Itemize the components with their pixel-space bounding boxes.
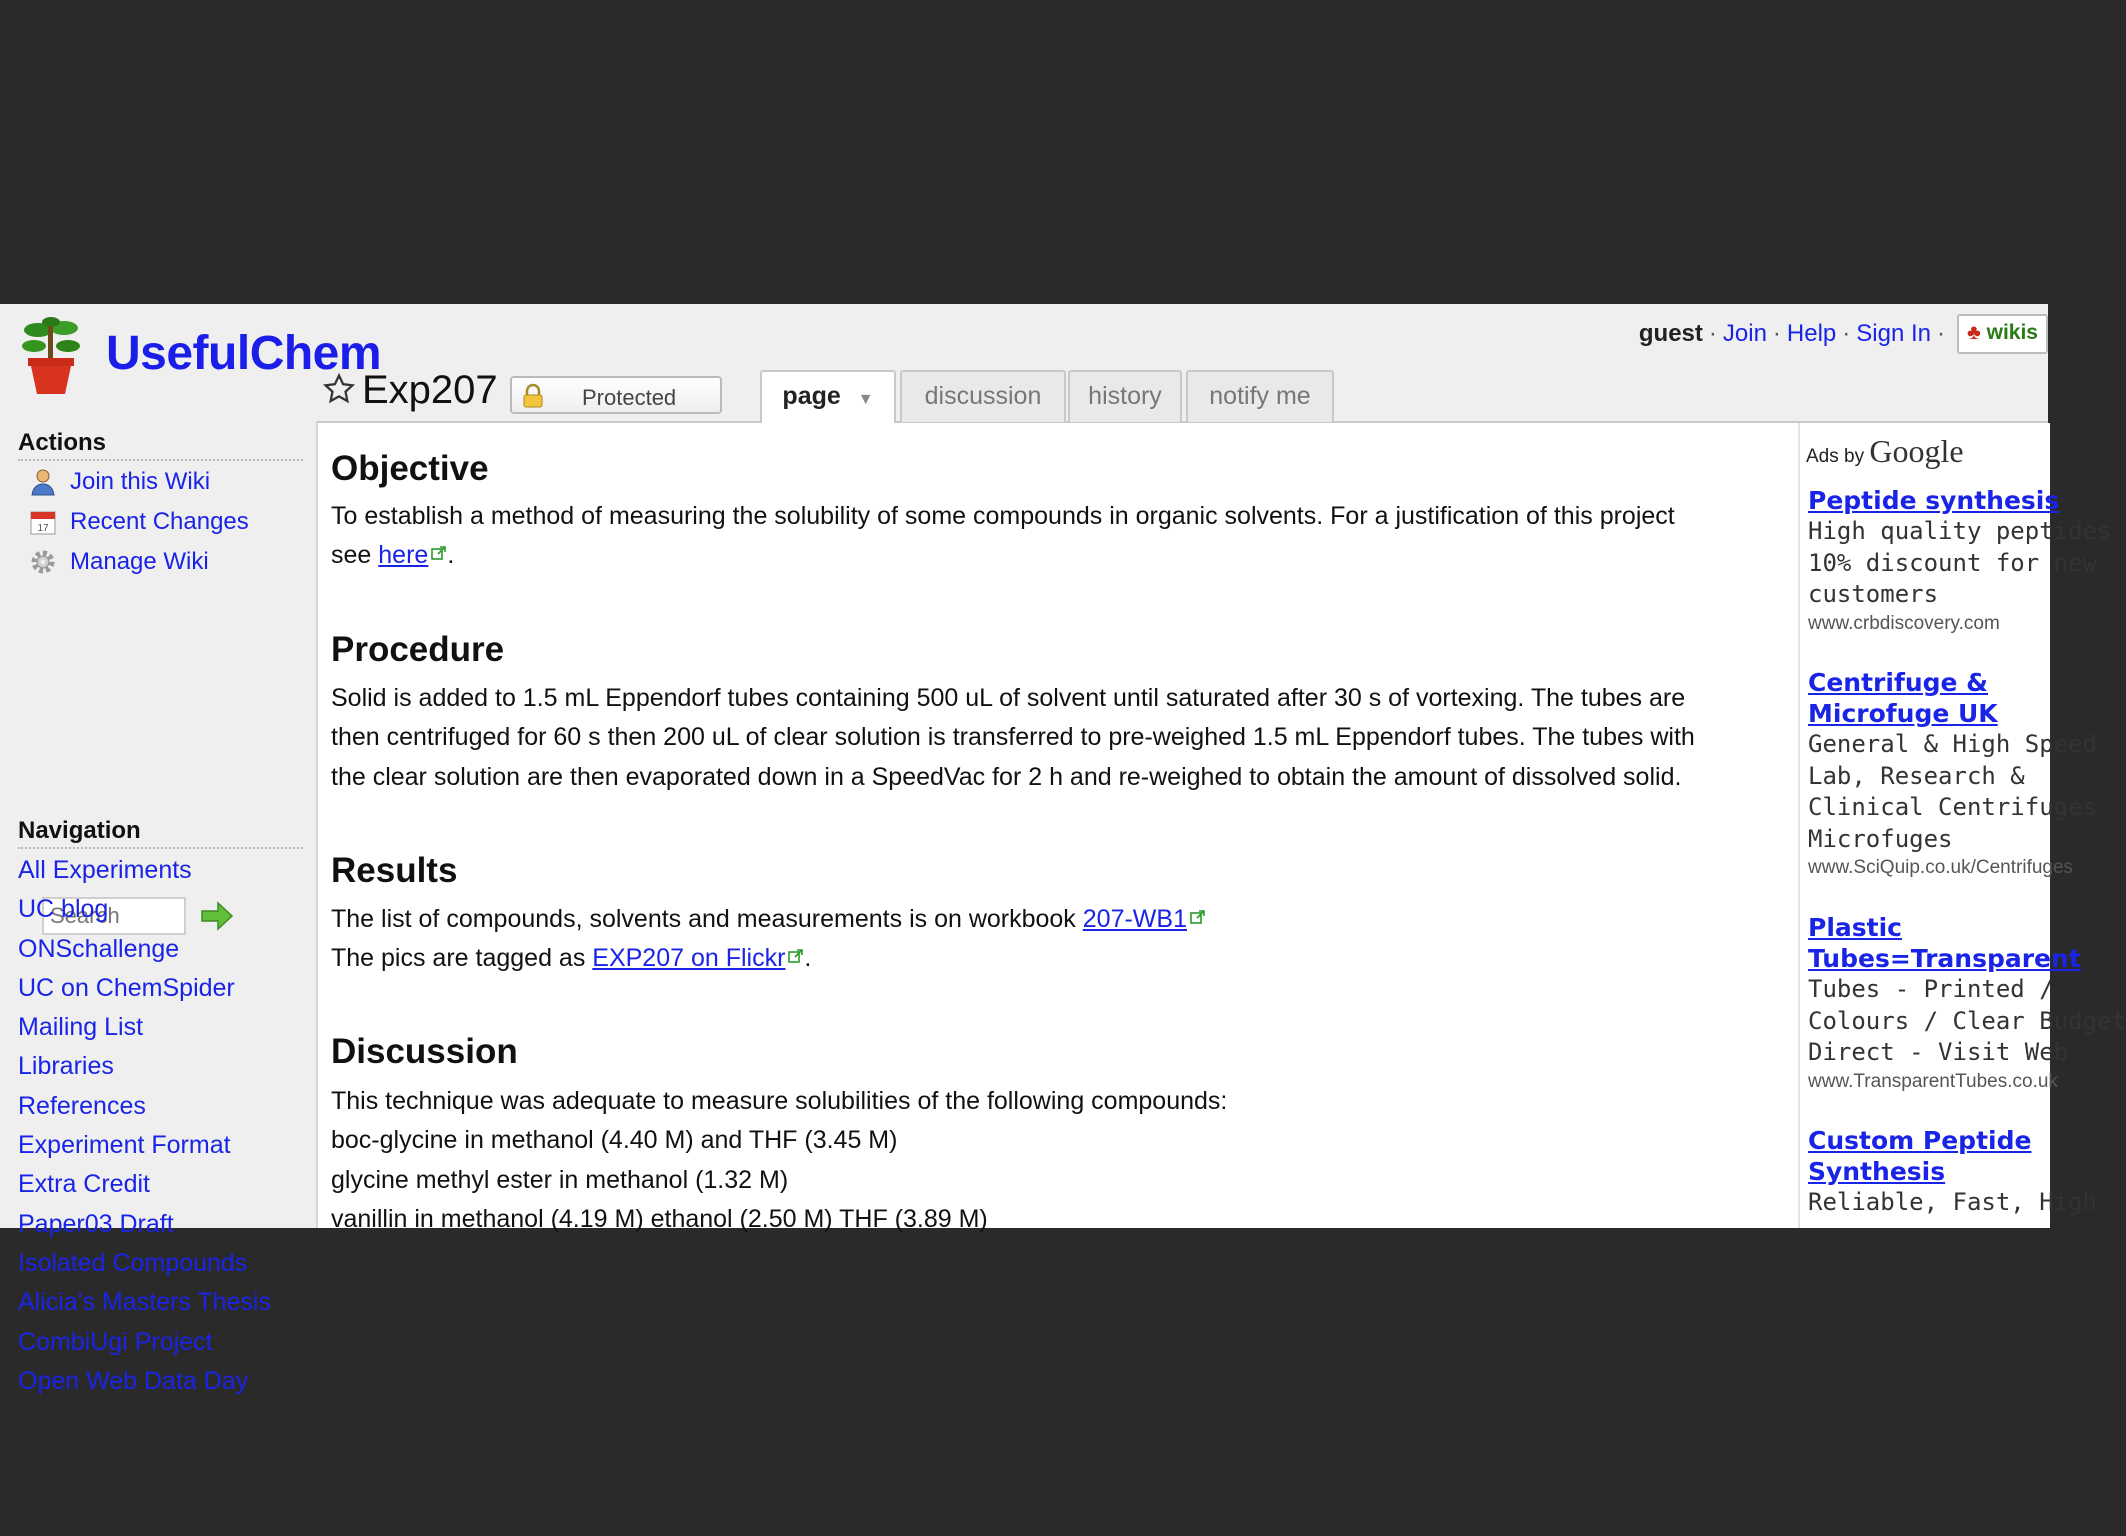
results-text [331, 900, 1771, 979]
separator: · [1842, 320, 1851, 347]
nav-item[interactable]: UC on ChemSpider [18, 973, 235, 1002]
nav-item[interactable]: Isolated Compounds [18, 1248, 248, 1277]
ad-desc: customers [1808, 580, 1939, 609]
plant-logo-icon [20, 316, 82, 396]
procedure-line: the clear solution are then evaporated down in a SpeedVac for 2 h and re-weighed to obtain the amount of dissolved solid. [331, 762, 1682, 791]
username: guest [1638, 320, 1703, 347]
gear-icon [28, 547, 58, 577]
ad-title[interactable]: Custom Peptide [1808, 1126, 2032, 1155]
protected-badge[interactable] [510, 376, 722, 414]
results-line [331, 939, 1771, 978]
objective-line [331, 536, 1771, 575]
discussion-heading: Discussion [331, 1032, 518, 1071]
browser-screenshot [0, 304, 2126, 1395]
discussion-line: glycine methyl ester in methanol (1.32 M) [331, 1165, 789, 1194]
results-heading: Results [331, 851, 458, 890]
ad-item [1808, 912, 2126, 1095]
ad-desc: Clinical Centrifuges [1808, 793, 2097, 822]
wikis-button-label: wikis [1986, 321, 2038, 344]
here-link[interactable]: here [378, 541, 429, 570]
plant-icon: ♣ [1967, 321, 1981, 344]
separator: · [1772, 320, 1781, 347]
nav-item[interactable]: Extra Credit [18, 1170, 150, 1199]
ad-title[interactable]: Centrifuge & [1808, 668, 1988, 697]
discussion-line: boc-glycine in methanol (4.40 M) and THF (3.45 M) [331, 1126, 898, 1155]
recent-changes-action[interactable] [28, 505, 249, 539]
ad-item [1808, 485, 2112, 637]
text: The list of compounds, solvents and measurements is on workbook [331, 905, 1083, 933]
external-link-icon [1190, 909, 1206, 925]
procedure-line: then centrifuged for 60 s then 200 uL of clear solution is transferred to pre-weighed 1.5 mL Eppendorf tubes. The tubes with [331, 723, 1695, 752]
ad-desc: High quality peptides [1808, 517, 2112, 545]
nav-item[interactable]: Mailing List [18, 1013, 144, 1042]
join-wiki-action[interactable] [28, 465, 210, 499]
recent-changes-label: Recent Changes [70, 508, 249, 535]
ad-item [1808, 667, 2097, 881]
manage-wiki-label: Manage Wiki [70, 548, 209, 575]
text: . [447, 541, 455, 570]
ads-column [1798, 423, 2126, 1228]
sign-in-link[interactable]: Sign In [1856, 320, 1931, 347]
sidebar [0, 421, 318, 1395]
separator: · [1937, 320, 1945, 347]
nav-item[interactable]: References [18, 1091, 146, 1120]
external-link-icon [431, 545, 447, 561]
tab-history[interactable]: history [1068, 370, 1182, 422]
join-wiki-label: Join this Wiki [70, 468, 211, 495]
text: The pics are tagged as [331, 944, 593, 973]
wikis-button[interactable] [1957, 314, 2048, 354]
external-link-icon [788, 948, 804, 964]
procedure-line: Solid is added to 1.5 mL Eppendorf tubes containing 500 uL of solvent until saturated after 30 s of vortexing. The tubes are [331, 684, 1686, 712]
star-icon[interactable] [322, 372, 356, 406]
ad-desc: 10% discount for new [1808, 548, 2097, 577]
user-icon [28, 467, 58, 497]
ad-desc: Colours / Clear Budget [1808, 1006, 2126, 1035]
ad-desc: Tubes - Printed / [1808, 975, 2054, 1003]
discussion-line: vanillin in methanol (4.19 M) ethanol (2.50 M) THF (3.89 M) [331, 1204, 988, 1233]
ad-title[interactable]: Microfuge UK [1808, 699, 1998, 728]
ad-desc: Lab, Research & [1808, 761, 2025, 790]
text: see [331, 541, 379, 570]
ad-url[interactable]: www.TransparentTubes.co.uk [1808, 1070, 2058, 1092]
nav-item[interactable]: Open Web Data Day [18, 1366, 249, 1395]
ad-title[interactable]: Tubes=Transparent [1808, 944, 2081, 973]
lock-icon [522, 384, 544, 414]
ad-url[interactable]: www.crbdiscovery.com [1808, 612, 2000, 634]
nav-item[interactable]: All Experiments [18, 856, 192, 884]
nav-item[interactable]: Alicia's Masters Thesis [18, 1288, 271, 1317]
actions-heading: Actions [18, 429, 303, 461]
svg-text:17: 17 [37, 523, 49, 534]
separator: · [1708, 320, 1717, 347]
discussion-line: This technique was adequate to measure solubilities of the following compounds: [331, 1087, 1228, 1115]
nav-item[interactable]: Experiment Format [18, 1131, 231, 1160]
user-bar [1639, 314, 2048, 354]
ads-by-google[interactable] [1806, 433, 1964, 470]
chevron-down-icon: ▼ [857, 391, 874, 408]
objective-heading: Objective [331, 449, 489, 488]
ad-desc: Microfuges [1808, 824, 1953, 853]
main-content [318, 423, 1798, 1233]
ad-title[interactable]: Synthesis [1808, 1157, 1946, 1186]
procedure-text [331, 679, 1771, 797]
nav-item[interactable]: CombiUgi Project [18, 1327, 213, 1356]
objective-text [331, 497, 1771, 576]
ad-item [1808, 1125, 2097, 1219]
procedure-heading: Procedure [331, 630, 505, 669]
google-logo: Google [1869, 433, 1964, 469]
join-link[interactable]: Join [1722, 320, 1767, 347]
ads-by-label: Ads by [1806, 446, 1865, 467]
nav-item[interactable]: Paper03 Draft [18, 1209, 174, 1238]
navigation-list [18, 851, 271, 1401]
discussion-text [331, 1082, 1771, 1239]
top-bar [0, 304, 2048, 423]
ad-url[interactable]: www.SciQuip.co.uk/Centrifuges [1808, 857, 2074, 879]
ad-desc: General & High Speed [1808, 730, 2097, 758]
tab-notify-me[interactable]: notify me [1186, 370, 1334, 422]
nav-item[interactable]: Libraries [18, 1052, 114, 1081]
objective-line: To establish a method of measuring the solubility of some compounds in organic solvents. For a justification of this project [331, 502, 1675, 530]
workbook-link[interactable]: 207-WB1 [1082, 905, 1187, 933]
tab-page[interactable] [760, 370, 896, 424]
results-line [331, 900, 1771, 939]
page-title: Exp207 [362, 368, 498, 412]
help-link[interactable]: Help [1786, 320, 1837, 347]
text: . [804, 944, 812, 973]
calendar-icon [28, 507, 58, 537]
nav-item[interactable]: ONSchallenge [18, 934, 180, 963]
site-name[interactable]: UsefulChem [106, 327, 382, 380]
manage-wiki-action[interactable] [28, 545, 209, 579]
nav-item[interactable]: UC blog [18, 895, 109, 924]
protected-label: Protected [582, 385, 677, 410]
tab-discussion[interactable]: discussion [900, 370, 1066, 422]
ad-desc: Direct - Visit Web [1808, 1038, 2069, 1067]
tab-page-label: page [782, 382, 841, 410]
ad-desc: Reliable, Fast, High [1808, 1188, 2097, 1216]
ad-title[interactable]: Peptide synthesis [1808, 486, 2060, 515]
flickr-link[interactable]: EXP207 on Flickr [592, 944, 786, 973]
ad-title[interactable]: Plastic [1808, 913, 1902, 942]
navigation-heading: Navigation [18, 817, 303, 849]
